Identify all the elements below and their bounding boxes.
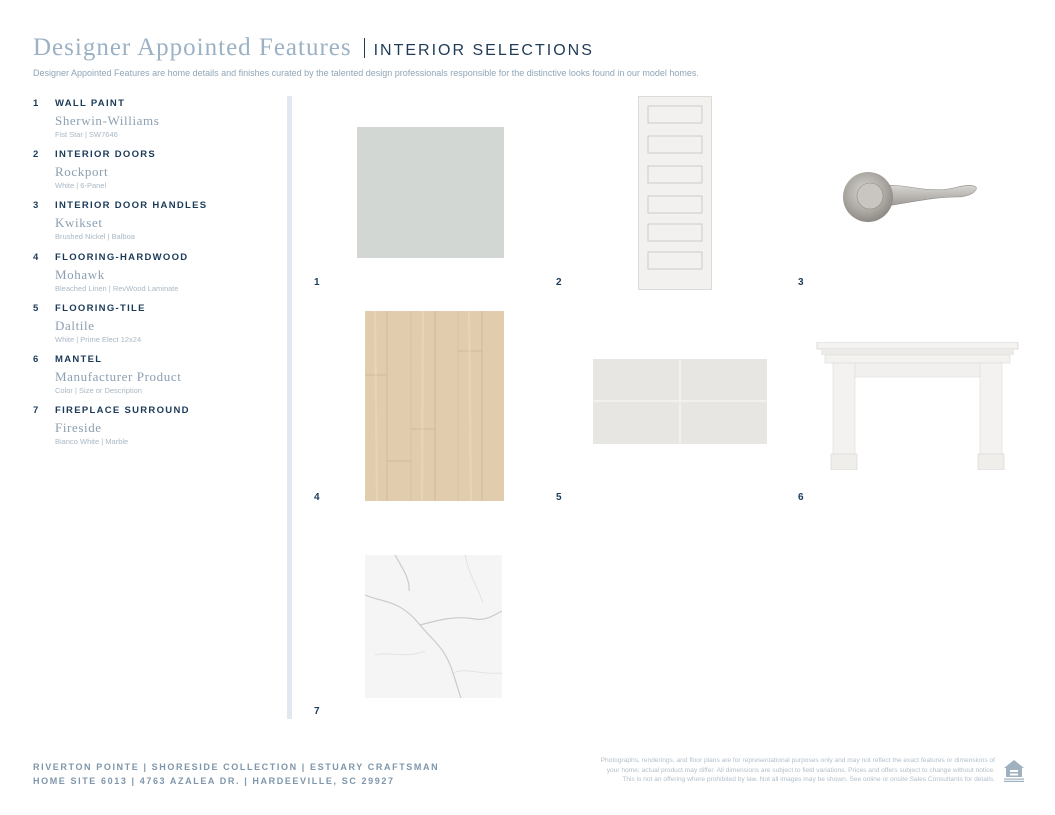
item-detail: Color | Size or Description	[55, 385, 142, 395]
swatch-marble-surround	[365, 555, 502, 698]
selection-list	[33, 98, 278, 456]
swatch-number: 4	[314, 492, 320, 503]
swatch-door-handle	[838, 163, 980, 229]
item-detail: White | 6-Panel	[55, 181, 107, 191]
section-title: INTERIOR SELECTIONS	[373, 42, 594, 59]
footer-address	[33, 760, 439, 788]
swatch-number: 6	[798, 492, 804, 503]
item-detail: Bianco White | Marble	[55, 437, 129, 447]
disclaimer-line: This is not an offering where prohibited by law. Not all images may be shown. See online or onsite Sales Consultants for details.	[622, 776, 995, 783]
page-title: Designer Appointed Features	[33, 34, 352, 61]
list-item	[33, 252, 278, 303]
title-row	[33, 34, 1023, 62]
item-brand: Fireside	[55, 420, 102, 436]
list-item	[33, 405, 278, 456]
item-brand: Kwikset	[55, 215, 103, 231]
item-category: INTERIOR DOORS	[55, 149, 157, 161]
footer-community: RIVERTON POINTE | SHORESIDE COLLECTION | ESTUARY CRAFTSMAN	[33, 762, 440, 772]
item-detail: Bleached Linen | RevWood Laminate	[55, 283, 179, 293]
divider-bar	[287, 96, 292, 719]
swatch-tile-flooring	[593, 359, 767, 444]
item-number: 7	[33, 405, 40, 417]
list-item	[33, 98, 278, 149]
item-number: 1	[33, 98, 40, 109]
item-detail: Fist Star | SW7646	[55, 130, 118, 139]
item-brand: Manufacturer Product	[55, 368, 182, 384]
page-header	[33, 34, 1023, 78]
swatch-interior-door	[638, 96, 712, 290]
swatch-hardwood-flooring	[365, 311, 504, 501]
swatch-number: 2	[556, 277, 562, 288]
item-brand: Mohawk	[55, 266, 105, 282]
list-item	[33, 303, 278, 354]
item-detail: White | Prime Elect 12x24	[55, 334, 142, 344]
disclaimer-line: Photographs, renderings, and floor plans are for representational purposes only and may not reflect the exact features or dimensions of	[600, 757, 995, 764]
item-brand: Rockport	[55, 164, 109, 180]
list-item	[33, 200, 278, 251]
item-category: FLOORING-HARDWOOD	[55, 251, 189, 263]
title-divider	[364, 38, 365, 58]
disclaimer-line: your home; actual product may differ. All dimensions are subject to field variations. Prices and offers subject to change without notice.	[606, 766, 995, 774]
item-brand: Daltile	[55, 317, 95, 333]
item-category: MANTEL	[55, 353, 103, 365]
item-category: WALL PAINT	[55, 98, 126, 109]
item-category: FLOORING-TILE	[55, 302, 146, 314]
item-number: 5	[33, 302, 40, 314]
item-number: 6	[33, 353, 40, 365]
swatch-wall-paint	[357, 127, 504, 258]
swatch-number: 3	[798, 277, 804, 288]
footer-disclaimer	[525, 756, 995, 785]
swatch-number: 1	[314, 277, 320, 288]
item-number: 2	[33, 149, 40, 161]
item-number: 4	[33, 251, 40, 263]
swatch-number: 5	[556, 492, 562, 503]
swatch-mantel	[815, 342, 1020, 470]
item-brand: Sherwin-Williams	[55, 113, 160, 128]
page-subtitle: Designer Appointed Features are home details and finishes curated by the talented design professionals responsible for the distinctive looks found in our model homes.	[33, 68, 699, 78]
list-item	[33, 354, 278, 405]
list-item	[33, 149, 278, 200]
item-category: INTERIOR DOOR HANDLES	[55, 200, 208, 212]
equal-housing-opportunity-icon	[1001, 757, 1027, 783]
swatch-number: 7	[314, 706, 320, 717]
footer-homesite: HOME SITE 6013 | 4763 AZALEA DR. | HARDEEVILLE, SC 29927	[33, 776, 395, 786]
item-detail: Brushed Nickel | Balboa	[55, 232, 135, 242]
item-number: 3	[33, 200, 40, 212]
item-category: FIREPLACE SURROUND	[55, 405, 190, 417]
